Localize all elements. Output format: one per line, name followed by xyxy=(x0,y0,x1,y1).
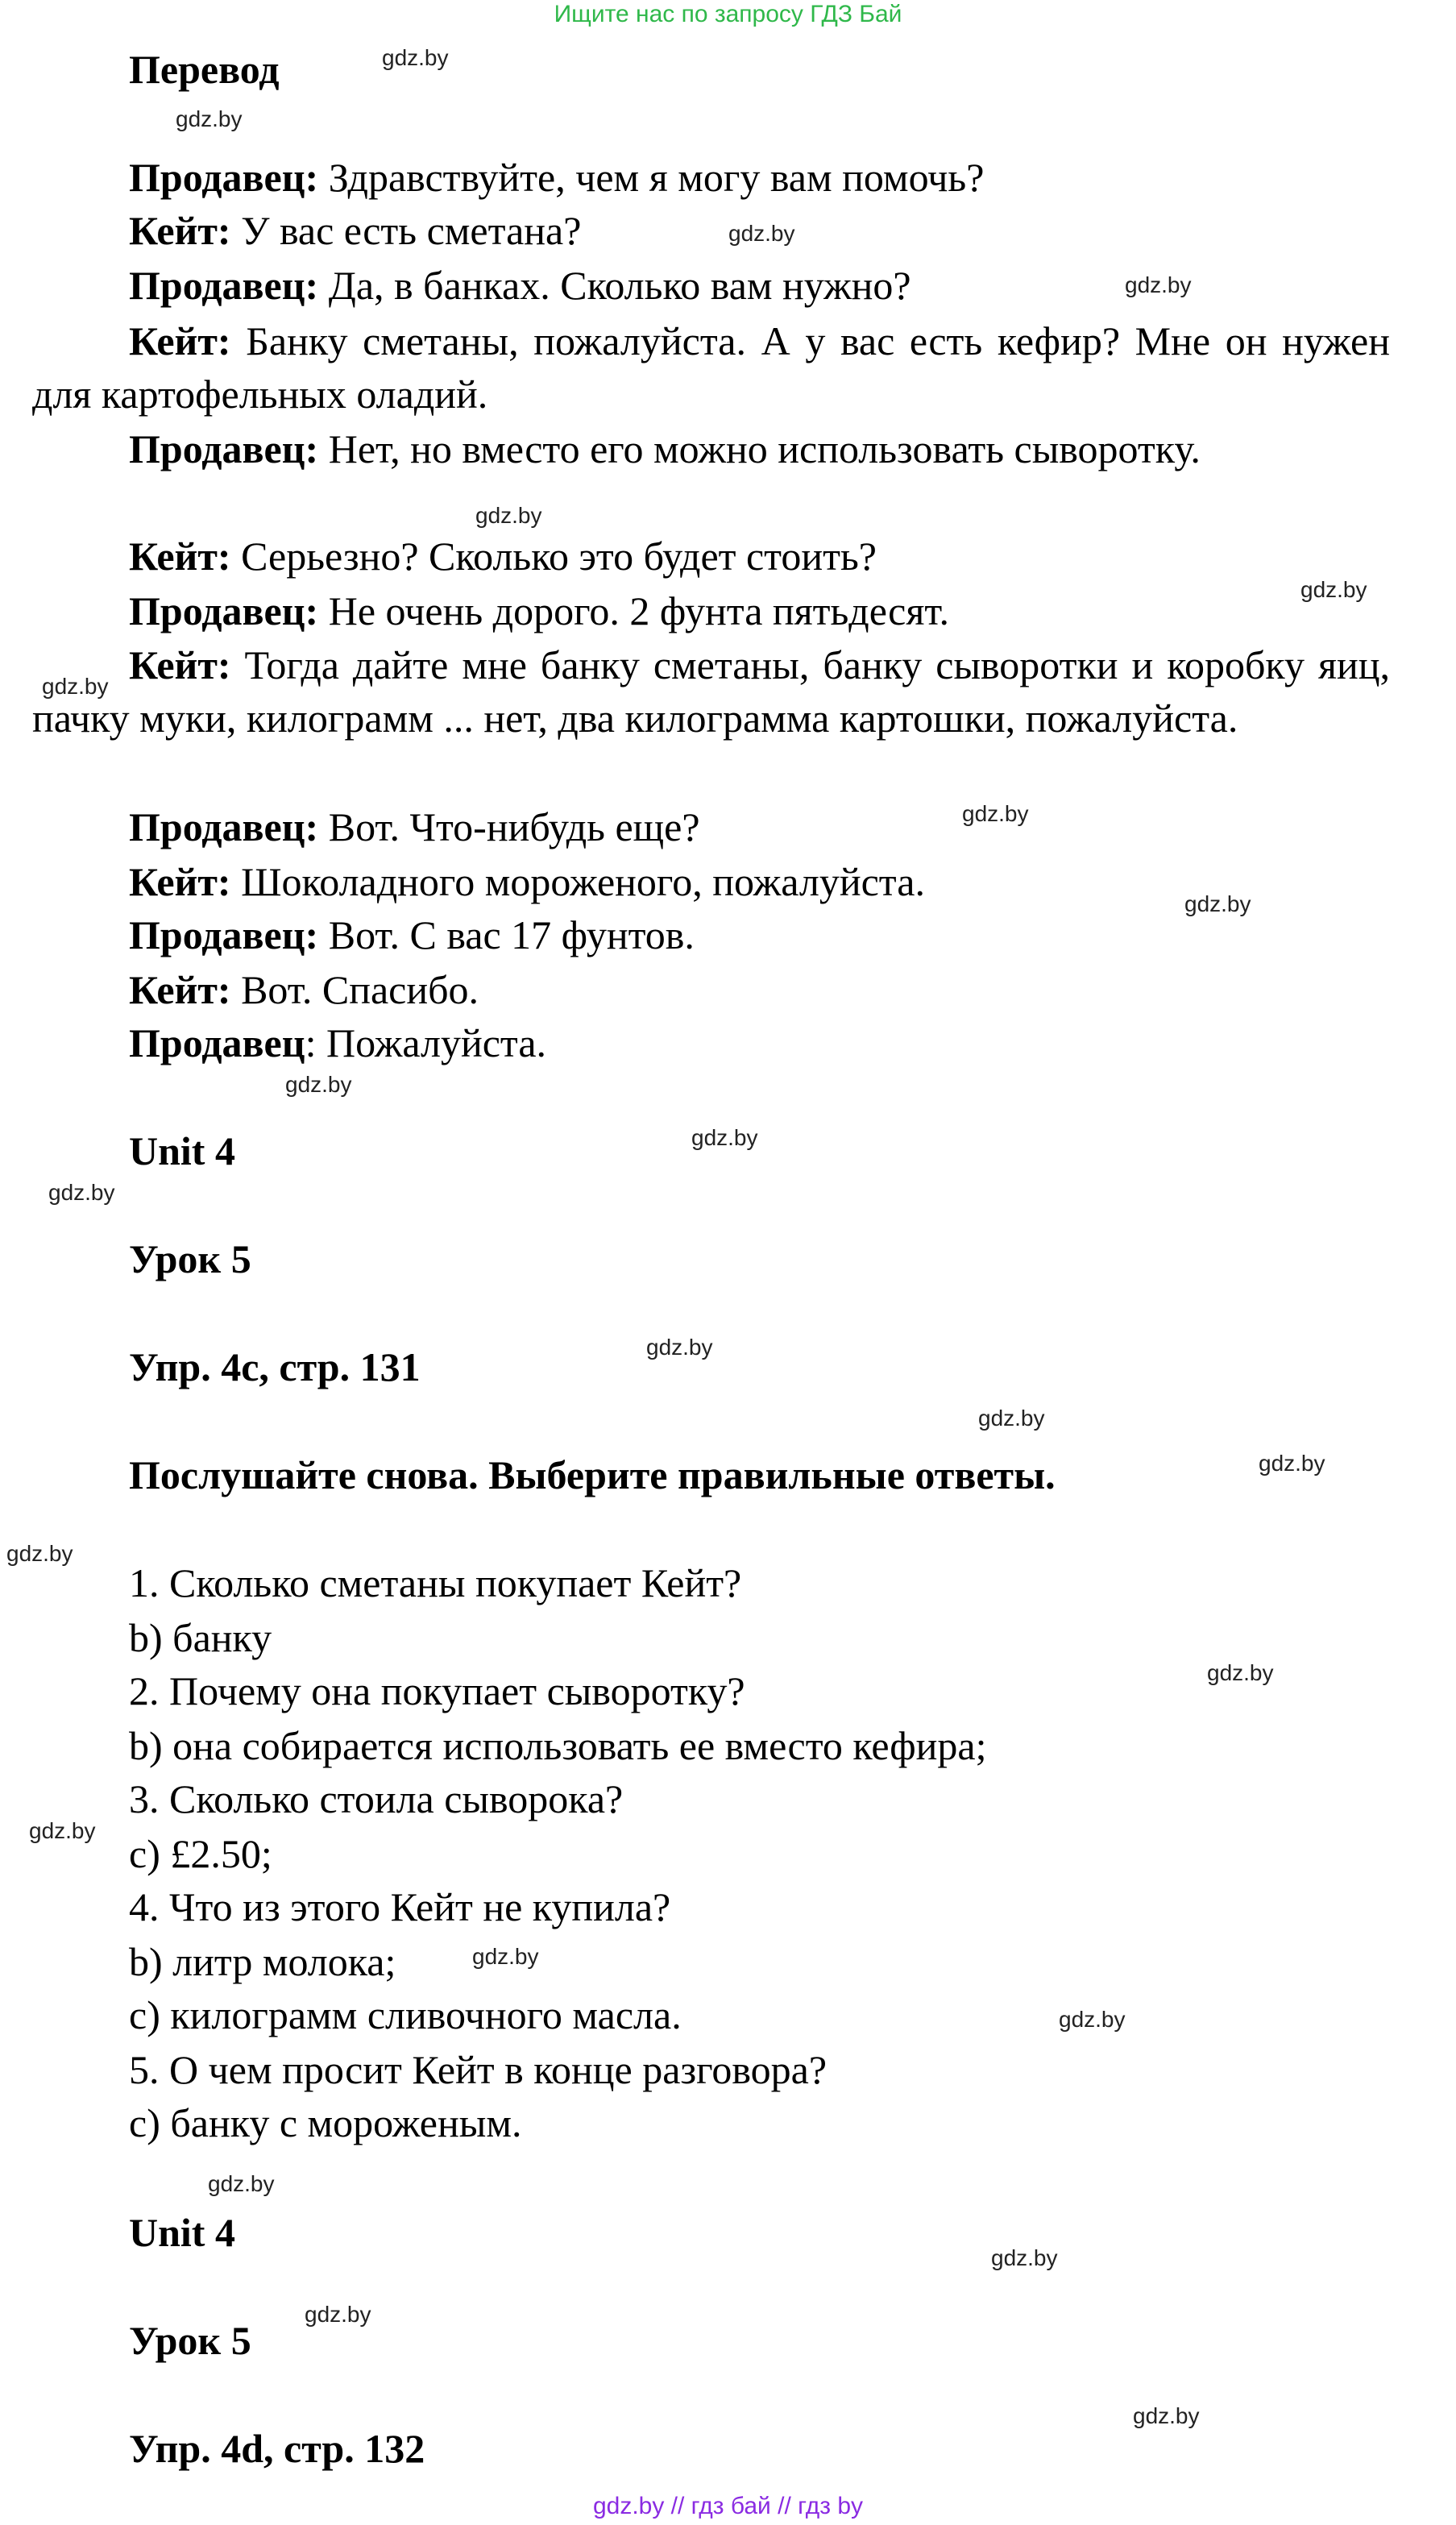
dialogue-line-3: Продавец: Да, в банках. Сколько вам нужно? xyxy=(129,263,911,308)
section2-lesson: Урок 5 xyxy=(129,2318,251,2363)
answer-line: 5. О чем просит Кейт в конце разговора? xyxy=(129,2047,828,2092)
watermark: gdz.by xyxy=(285,1072,352,1097)
watermark: gdz.by xyxy=(978,1406,1045,1431)
watermark: gdz.by xyxy=(1059,2007,1126,2032)
watermark: gdz.by xyxy=(1133,2403,1200,2428)
watermark: gdz.by xyxy=(208,2171,275,2196)
watermark: gdz.by xyxy=(691,1125,758,1150)
dialogue-line-7: Продавец: Не очень дорого. 2 фунта пятьдесят. xyxy=(129,588,949,633)
answer-line: b) банку xyxy=(129,1615,272,1660)
top-banner[interactable]: Ищите нас по запросу ГДЗ Бай xyxy=(554,1,902,27)
watermark: gdz.by xyxy=(382,45,449,70)
answer-line: c) £2.50; xyxy=(129,1831,272,1876)
watermark: gdz.by xyxy=(1300,577,1367,602)
answer-line: c) банку с мороженым. xyxy=(129,2100,522,2145)
watermark: gdz.by xyxy=(6,1541,73,1566)
section1-task: Послушайте снова. Выберите правильные ответы. xyxy=(129,1452,1056,1497)
dialogue-line-4: Кейт: Банку сметаны, пожалуйста. А у вас есть кефир? Мне он нужен для картофельных оладий. xyxy=(32,318,1391,417)
answer-line: 1. Сколько сметаны покупает Кейт? xyxy=(129,1560,742,1605)
watermark: gdz.by xyxy=(962,801,1029,826)
dialogue-line-12: Кейт: Вот. Спасибо. xyxy=(129,967,479,1012)
watermark: gdz.by xyxy=(1259,1451,1325,1476)
dialogue-line-6: Кейт: Серьезно? Сколько это будет стоить? xyxy=(129,534,877,579)
watermark: gdz.by xyxy=(728,221,795,246)
answer-line: b) литр молока; xyxy=(129,1939,396,1984)
section2-exercise: Упр. 4d, стр. 132 xyxy=(129,2426,425,2471)
dialogue-line-11: Продавец: Вот. С вас 17 фунтов. xyxy=(129,912,695,957)
answer-line: 2. Почему она покупает сыворотку? xyxy=(129,1668,745,1713)
watermark: gdz.by xyxy=(48,1180,115,1205)
answer-line: c) килограмм сливочного масла. xyxy=(129,1992,682,2037)
answer-line: 3. Сколько стоила сыворока? xyxy=(129,1776,624,1821)
translation-title: Перевод xyxy=(129,47,280,92)
watermark: gdz.by xyxy=(29,1818,96,1843)
dialogue-line-8: Кейт: Тогда дайте мне банку сметаны, банку сыворотки и коробку яиц, пачку муки, килограмм ... нет, два килограмма картошки, пожалуйста. xyxy=(32,642,1390,741)
section2-unit: Unit 4 xyxy=(129,2210,235,2255)
watermark: gdz.by xyxy=(472,1944,539,1969)
answer-line: b) она собирается использовать ее вместо кефира; xyxy=(129,1723,987,1768)
dialogue-line-5: Продавец: Нет, но вместо его можно использовать сыворотку. xyxy=(129,426,1201,471)
footer-links[interactable]: gdz.by // гдз бай // гдз by xyxy=(592,2493,864,2519)
dialogue-line-13: Продавец: Пожалуйста. xyxy=(129,1020,547,1065)
section1-lesson: Урок 5 xyxy=(129,1236,251,1281)
watermark: gdz.by xyxy=(1184,891,1251,916)
watermark: gdz.by xyxy=(991,2245,1058,2270)
watermark: gdz.by xyxy=(1207,1660,1274,1685)
watermark: gdz.by xyxy=(42,674,109,699)
watermark: gdz.by xyxy=(176,106,243,131)
section1-exercise: Упр. 4c, стр. 131 xyxy=(129,1344,421,1389)
watermark: gdz.by xyxy=(646,1335,713,1360)
dialogue-line-1: Продавец: Здравствуйте, чем я могу вам помочь? xyxy=(129,155,985,200)
section1-unit: Unit 4 xyxy=(129,1128,235,1173)
answer-line: 4. Что из этого Кейт не купила? xyxy=(129,1884,671,1929)
dialogue-line-10: Кейт: Шоколадного мороженого, пожалуйста. xyxy=(129,859,925,904)
dialogue-line-2: Кейт: У вас есть сметана? xyxy=(129,208,582,253)
watermark: gdz.by xyxy=(1125,272,1192,297)
dialogue-line-9: Продавец: Вот. Что-нибудь еще? xyxy=(129,804,700,849)
watermark: gdz.by xyxy=(305,2302,371,2327)
watermark: gdz.by xyxy=(475,503,542,528)
